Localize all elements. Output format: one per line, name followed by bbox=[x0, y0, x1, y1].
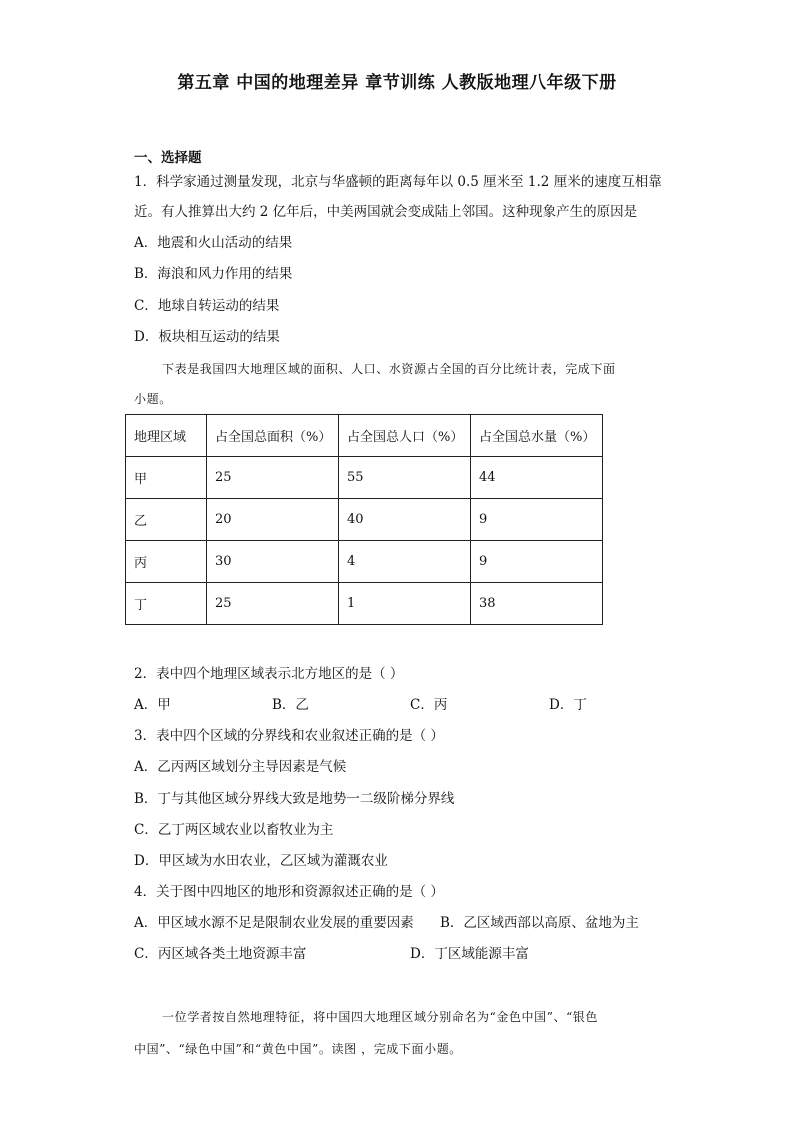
table-cell: 丁 bbox=[126, 583, 207, 625]
question-2-option-a: A．甲 bbox=[134, 697, 171, 713]
question-1-option-c: C．地球自转运动的结果 bbox=[134, 298, 280, 314]
table-row bbox=[126, 457, 603, 499]
table-cell: 1 bbox=[339, 583, 471, 625]
question-4-option-a: A．甲区域水源不足是限制农业发展的重要因素 bbox=[134, 915, 414, 931]
table-cell: 30 bbox=[207, 541, 339, 583]
table-cell: 乙 bbox=[126, 499, 207, 541]
table-cell: 4 bbox=[339, 541, 471, 583]
table-cell: 丙 bbox=[126, 541, 207, 583]
question-4-option-c: C．丙区域各类土地资源丰富 bbox=[134, 946, 307, 962]
table-cell: 25 bbox=[207, 583, 339, 625]
table-cell: 9 bbox=[471, 541, 603, 583]
page-title: 第五章 中国的地理差异 章节训练 人教版地理八年级下册 bbox=[177, 73, 617, 93]
question-4-option-b: B．乙区域西部以高原、盆地为主 bbox=[440, 915, 639, 931]
question-2-option-b: B．乙 bbox=[272, 697, 309, 713]
table-cell: 40 bbox=[339, 499, 471, 541]
table-header-cell: 占全国总面积（%） bbox=[207, 415, 339, 457]
question-2-option-c: C．丙 bbox=[410, 697, 448, 713]
table-cell: 55 bbox=[339, 457, 471, 499]
material-2-line-1: 一位学者按自然地理特征，将中国四大地理区域分别命名为“金色中国”、“银色 bbox=[162, 1010, 599, 1024]
question-1-option-a: A．地震和火山活动的结果 bbox=[134, 235, 293, 251]
question-1-stem-line-1: 1．科学家通过测量发现，北京与华盛顿的距离每年以 0.5 厘米至 1.2 厘米的速度互相靠 bbox=[134, 174, 662, 190]
material-2-line-2: 中国”、“绿色中国”和“黄色中国”。读图 ，完成下面小题。 bbox=[134, 1042, 462, 1056]
table-row bbox=[126, 541, 603, 583]
table-row bbox=[126, 499, 603, 541]
table-cell: 20 bbox=[207, 499, 339, 541]
section-heading: 一、选择题 bbox=[134, 150, 202, 166]
table-header-cell: 占全国总人口（%） bbox=[339, 415, 471, 457]
table-header-row bbox=[126, 415, 603, 457]
table-row bbox=[126, 583, 603, 625]
statistics-table bbox=[125, 414, 603, 625]
question-2-stem: 2．表中四个地理区域表示北方地区的是（ ） bbox=[134, 666, 404, 682]
question-1-option-d: D．板块相互运动的结果 bbox=[134, 329, 280, 345]
question-1-option-b: B．海浪和风力作用的结果 bbox=[134, 266, 293, 282]
table-cell: 25 bbox=[207, 457, 339, 499]
material-1-line-2: 小题。 bbox=[134, 392, 172, 406]
table-cell: 9 bbox=[471, 499, 603, 541]
question-1-stem-line-2: 近。有人推算出大约 2 亿年后，中美两国就会变成陆上邻国。这种现象产生的原因是 bbox=[134, 204, 638, 220]
material-1-line-1: 下表是我国四大地理区域的面积、人口、水资源占全国的百分比统计表，完成下面 bbox=[162, 362, 616, 376]
table-header-cell: 占全国总水量（%） bbox=[471, 415, 603, 457]
table-cell: 44 bbox=[471, 457, 603, 499]
question-3-option-b: B．丁与其他区域分界线大致是地势一二级阶梯分界线 bbox=[134, 791, 455, 807]
question-4-option-d: D．丁区域能源丰富 bbox=[410, 946, 529, 962]
question-2-option-d: D．丁 bbox=[549, 697, 587, 713]
question-3-stem: 3．表中四个区域的分界线和农业叙述正确的是（ ） bbox=[134, 728, 444, 744]
question-4-stem: 4．关于图中四地区的地形和资源叙述正确的是（ ） bbox=[134, 884, 444, 900]
table-header-cell: 地理区域 bbox=[126, 415, 207, 457]
table-cell: 甲 bbox=[126, 457, 207, 499]
table-cell: 38 bbox=[471, 583, 603, 625]
question-3-option-d: D．甲区域为水田农业，乙区域为灌溉农业 bbox=[134, 853, 388, 869]
question-3-option-c: C．乙丁两区域农业以畜牧业为主 bbox=[134, 822, 334, 838]
question-3-option-a: A．乙丙两区域划分主导因素是气候 bbox=[134, 759, 347, 775]
